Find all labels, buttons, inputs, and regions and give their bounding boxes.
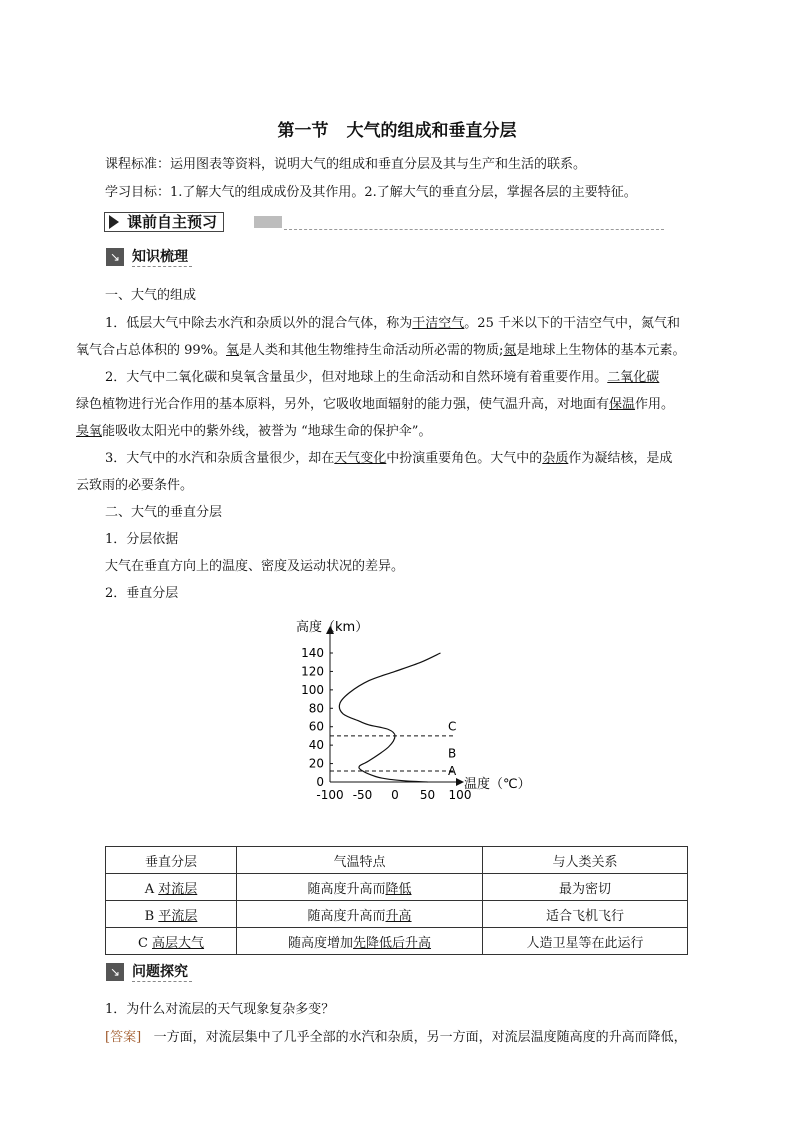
y-axis-label: 高度（km） — [296, 620, 369, 635]
layer-cell — [106, 928, 237, 955]
y-tick-label: 0 — [316, 775, 324, 789]
answer-text: 一方面，对流层集中了几乎全部的水汽和杂质，另一方面，对流层温度随高度的升高而降低， — [153, 1030, 687, 1045]
banner-fill — [254, 216, 282, 228]
section-name: 大气的组成和垂直分层 — [346, 121, 517, 141]
paragraph-2-line-3 — [76, 420, 431, 439]
relation-cell: 适合飞机飞行 — [483, 901, 688, 928]
x-tick-label: 100 — [448, 788, 472, 802]
table-row — [106, 901, 688, 928]
text: 随高度升高而 — [307, 908, 386, 924]
x-tick-label: 0 — [391, 788, 399, 802]
text: 。25 千米以下的干洁空气中，氮气和 — [464, 316, 680, 331]
text: 作用。 — [635, 397, 675, 412]
layer-heading: 2．垂直分层 — [105, 586, 179, 601]
paragraph-1-line-2 — [76, 339, 685, 358]
basis-text: 大气在垂直方向上的温度、密度及运动状况的差异。 — [105, 559, 405, 574]
layer-letter: A — [144, 881, 159, 897]
layer-name: 对流层 — [158, 881, 198, 897]
section-heading-composition: 一、大气的组成 — [105, 288, 197, 303]
text: 中扮演重要角色。大气中的 — [386, 451, 543, 466]
text: 3．大气中的水汽和杂质含量很少，却在 — [105, 451, 335, 466]
blank-answer: 降低 — [385, 881, 412, 897]
x-tick-label: -50 — [352, 788, 373, 802]
paragraph-1-line-1 — [105, 312, 680, 331]
y-ticks — [301, 646, 333, 789]
arrow-down-right-icon: ↘ — [106, 963, 124, 981]
blank-answer: 臭氧 — [76, 424, 103, 439]
text: 是地球上生物体的基本元素。 — [516, 343, 686, 358]
temp-cell — [237, 874, 483, 901]
paragraph-2-line-2 — [76, 393, 674, 412]
text: 随高度增加 — [287, 935, 353, 951]
learning-objective: 学习目标：1.了解大气的组成成份及其作用。2.了解大气的垂直分层，掌握各层的主要特征。 — [105, 185, 637, 200]
text: 氧气合占总体积的 99%。 — [76, 343, 227, 358]
blank-answer: 干洁空气 — [412, 316, 465, 331]
blank-answer: 保温 — [609, 397, 636, 412]
header-cell: 与人类关系 — [483, 847, 688, 874]
layer-label-b: B — [448, 746, 457, 761]
blank-answer: 二氧化碳 — [607, 370, 660, 385]
paragraph-3-line-1 — [105, 447, 672, 466]
layer-label-a: A — [448, 763, 457, 778]
text: 1．低层大气中除去水汽和杂质以外的混合气体，称为 — [105, 316, 413, 331]
temperature-curve — [339, 653, 440, 782]
y-tick-label: 40 — [308, 738, 324, 753]
text: 2．大气中二氧化碳和臭氧含量虽少，但对地球上的生命活动和自然环境有着重要作用。 — [105, 370, 608, 385]
course-standard: 课程标准：运用图表等资料，说明大气的组成和垂直分层及其与生产和生活的联系。 — [105, 157, 587, 172]
tag-knowledge-label: 知识梳理 — [132, 248, 192, 267]
relation-cell: 最为密切 — [483, 874, 688, 901]
arrow-down-right-icon: ↘ — [106, 248, 124, 266]
table-row — [106, 928, 688, 955]
layer-name: 高层大气 — [152, 935, 205, 951]
section-number: 第一节 — [277, 121, 329, 141]
layer-label-c: C — [448, 719, 457, 734]
x-ticks — [316, 788, 471, 802]
x-tick-label: -100 — [316, 788, 344, 802]
blank-answer: 升高 — [385, 908, 412, 924]
paragraph-2-line-1 — [105, 366, 659, 385]
table-header-row — [106, 847, 688, 874]
temp-cell — [237, 901, 483, 928]
text: 随高度升高而 — [307, 881, 386, 897]
layer-letter: C — [137, 935, 153, 951]
text: 是人类和其他生物维持生命活动所必需的物质; — [239, 343, 504, 358]
y-tick-label: 140 — [301, 646, 324, 660]
table-row — [106, 874, 688, 901]
answer-line — [105, 1026, 687, 1045]
layer-cell — [106, 901, 237, 928]
paragraph-3-line-2: 云致雨的必要条件。 — [76, 478, 194, 493]
blank-answer: 氧 — [226, 343, 240, 358]
basis-heading: 1．分层依据 — [105, 532, 179, 547]
banner-label: 课前自主预习 — [127, 213, 218, 231]
y-tick-label: 20 — [308, 756, 324, 771]
banner-divider — [284, 229, 664, 230]
layer-letter: B — [144, 908, 159, 924]
x-tick-label: 50 — [419, 788, 436, 802]
blank-answer: 先降低后升高 — [353, 935, 432, 951]
y-tick-label: 60 — [308, 719, 324, 734]
play-icon — [109, 215, 119, 229]
y-tick-label: 80 — [308, 701, 324, 716]
header-cell: 气温特点 — [237, 847, 483, 874]
blank-answer: 天气变化 — [334, 451, 387, 466]
layer-boundaries — [330, 736, 455, 771]
answer-tag: [答案] — [105, 1030, 142, 1045]
blank-answer: 杂质 — [542, 451, 569, 466]
y-tick-label: 120 — [301, 664, 324, 679]
text: 绿色植物进行光合作用的基本原料，另外，它吸收地面辐射的能力强，使气温升高，对地面有 — [76, 397, 610, 412]
header-cell: 垂直分层 — [106, 847, 237, 874]
relation-cell: 人造卫星等在此运行 — [483, 928, 688, 955]
page-title — [0, 116, 794, 141]
section-heading-vertical: 二、大气的垂直分层 — [105, 505, 223, 520]
layer-cell — [106, 874, 237, 901]
layers-table — [105, 846, 688, 955]
layer-name: 平流层 — [158, 908, 198, 924]
blank-answer: 氮 — [503, 343, 517, 358]
text: 作为凝结核，是成 — [568, 451, 673, 466]
text: 能吸收太阳光中的紫外线，被誉为 “地球生命的保护伞”。 — [102, 424, 432, 439]
section-banner — [104, 212, 664, 232]
tag-question-label: 问题探究 — [132, 963, 192, 982]
banner-box — [104, 212, 224, 232]
x-axis-label: 温度（℃） — [464, 777, 531, 792]
temp-cell — [237, 928, 483, 955]
atmosphere-chart — [250, 610, 550, 810]
y-tick-label: 100 — [301, 682, 324, 697]
question-1: 1．为什么对流层的天气现象复杂多变？ — [105, 1002, 335, 1017]
